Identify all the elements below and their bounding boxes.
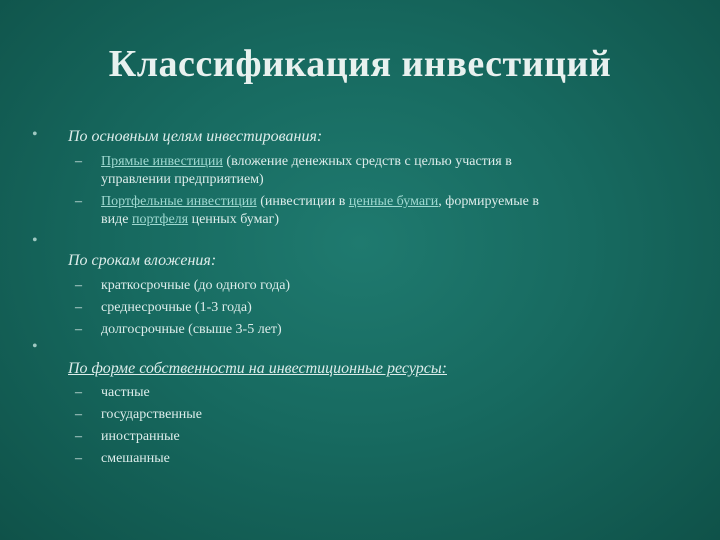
section1-item1-line1 (101, 154, 512, 170)
section1-item2-mid: (инвестиции в (256, 194, 349, 209)
slide-title: Классификация инвестиций (108, 43, 612, 85)
dash-1-2: – (75, 194, 82, 209)
section3-item-1: частные (101, 385, 150, 400)
section1-item2-rest: , формируемые в (438, 194, 539, 209)
section1-item2-line1 (101, 194, 539, 210)
section3-heading: По форме собственности на инвестиционные ресурсы: (68, 360, 447, 377)
dash-3-4: – (75, 451, 82, 466)
section3-item-3: иностранные (101, 429, 180, 444)
bullet-3: • (32, 338, 38, 355)
section2-item-3: долгосрочные (свыше 3-5 лет) (101, 322, 282, 337)
section1-heading: По основным целям инвестирования: (68, 128, 323, 145)
dash-2-1: – (75, 278, 82, 293)
section3-item-2: государственные (101, 407, 202, 422)
securities-link[interactable]: ценные бумаги (348, 194, 439, 209)
section1-item2-line2-post: ценных бумаг) (188, 212, 279, 227)
section3-item-4: смешанные (101, 451, 170, 466)
dash-2-3: – (75, 322, 82, 337)
section1-item1-text: (вложение денежных средств с целью участия в (222, 154, 512, 169)
direct-investments-link[interactable]: Прямые инвестиции (101, 154, 223, 169)
dash-3-1: – (75, 385, 82, 400)
section1-item2-line2 (101, 212, 279, 228)
section2-item-1: краткосрочные (до одного года) (101, 278, 291, 293)
dash-3-3: – (75, 429, 82, 444)
dash-1-1: – (75, 154, 82, 169)
section2-item-2: среднесрочные (1-3 года) (101, 300, 252, 315)
section2-heading: По срокам вложения: (68, 252, 217, 269)
portfolio-investments-link[interactable]: Портфельные инвестиции (101, 194, 257, 209)
bullet-2: • (32, 232, 38, 249)
dash-3-2: – (75, 407, 82, 422)
portfolio-link[interactable]: портфеля (131, 212, 189, 227)
dash-2-2: – (75, 300, 82, 315)
section1-item1-line2: управлении предприятием) (101, 172, 264, 187)
section1-item2-line2-pre: виде (101, 212, 132, 227)
bullet-1: • (32, 126, 38, 143)
